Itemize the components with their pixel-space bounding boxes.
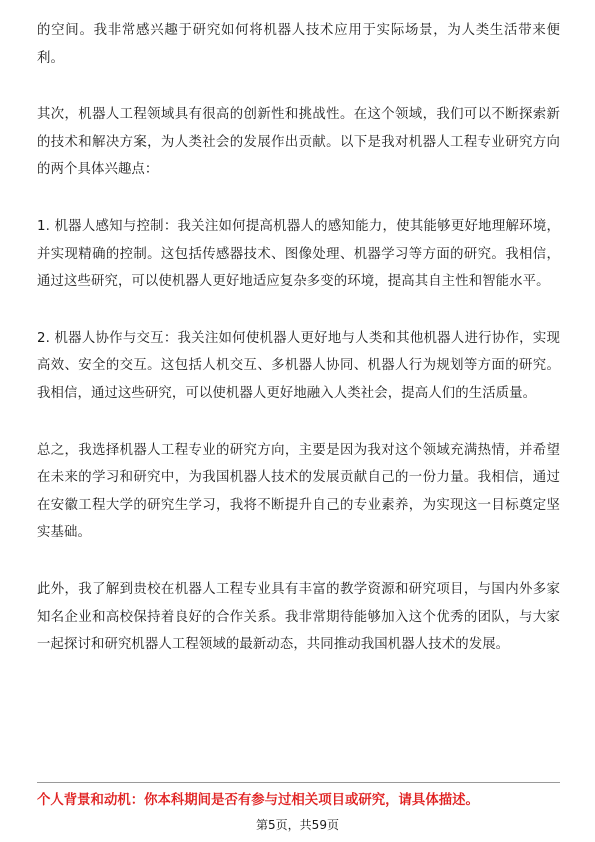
paragraph-interest-perception: 1. 机器人感知与控制：我关注如何提高机器人的感知能力，使其能够更好地理解环境，并实现精确的控制。这包括传感器技术、图像处理、机器学习等方面的研究。我相信，通过这些研究，可以使机器人更好地适应复杂多变的环境，提高其自主性和智能水平。 — [37, 218, 560, 290]
paragraph-secondly: 其次，机器人工程领域具有很高的创新性和挑战性。在这个领域，我们可以不断探索新的技术和解决方案，为人类社会的发展作出贡献。以下是我对机器人工程专业研究方向的两个具体兴趣点： — [37, 107, 560, 178]
paragraph-summary: 总之，我选择机器人工程专业的研究方向，主要是因为我对这个领域充满热情，并希望在未来的学习和研究中，为我国机器人技术的发展贡献自己的一份力量。我相信，通过在安徽工程大学的研究生学习，我将不断提升自己的专业素养，为实现这一目标奠定坚实基础。 — [37, 442, 560, 541]
paragraph-additionally: 此外，我了解到贵校在机器人工程专业具有丰富的教学资源和研究项目，与国内外多家知名企业和高校保持着良好的合作关系。我非常期待能够加入这个优秀的团队，与大家一起探讨和研究机器人工程领域的最新动态，共同推动我国机器人技术的发展。 — [37, 581, 560, 653]
question-heading: 个人背景和动机：你本科期间是否有参与过相关项目或研究，请具体描述。 — [37, 793, 479, 808]
section-divider — [37, 782, 560, 783]
paragraph-intro-continuation: 的空间。我非常感兴趣于研究如何将机器人技术应用于实际场景，为人类生活带来便利。 — [37, 23, 560, 66]
page-footer: 第5页，共59页 — [256, 818, 339, 832]
document-body — [37, 17, 560, 659]
paragraph-interest-collaboration: 2. 机器人协作与交互：我关注如何使机器人更好地与人类和其他机器人进行协作，实现高效、安全的交互。这包括人机交互、多机器人协同、机器人行为规划等方面的研究。我相信，通过这些研究，可以使机器人更好地融入人类社会，提高人们的生活质量。 — [37, 330, 560, 401]
